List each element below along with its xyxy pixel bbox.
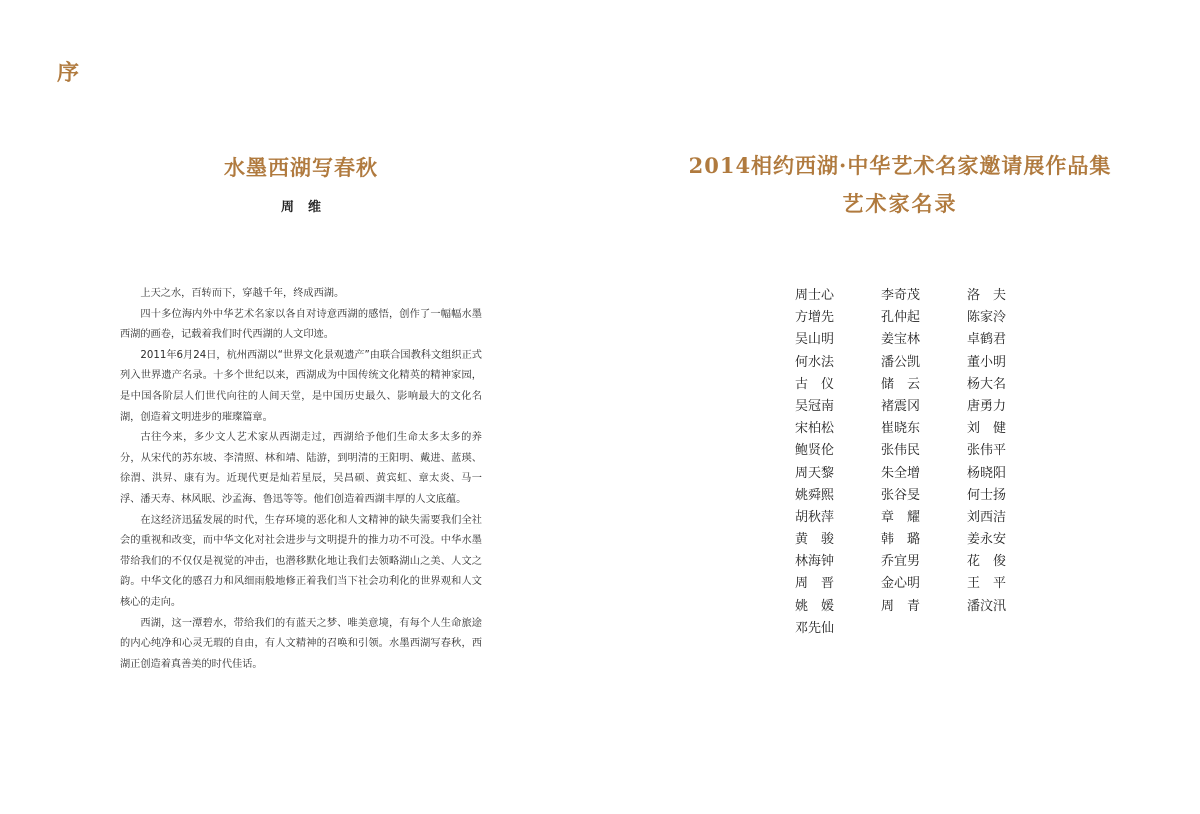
artist-name: 张伟民 [881, 443, 921, 459]
essay-paragraph: 在这经济迅猛发展的时代，生存环境的恶化和人文精神的缺失需要我们全社会的重视和改变，而中华文化对社会进步与文明提升的推力功不可没。中华水墨带给我们的不仅仅是视觉的冲击，也潜移默化地让我们去领略湖山之美、人文之韵。中华文化的感召力和风细雨般地修正着我们当下社会功利化的世界观和人文核心的走向。 [120, 514, 482, 608]
artist-name: 洛 夫 [967, 288, 1007, 303]
essay-paragraph: 上天之水，百转而下，穿越千年，终成西湖。 [140, 288, 345, 299]
essay-paragraph: 西湖，这一潭碧水，带给我们的有蓝天之梦、唯美意境，有每个人生命旅途的内心纯净和心灵无瑕的自由，有人文精神的召唤和引领。水墨西湖写春秋，西湖正创造着真善美的时代佳话。 [120, 617, 482, 670]
artist-name: 孔仲起 [881, 310, 921, 326]
book-title: 2014相约西湖·中华艺术名家邀请展作品集 [688, 153, 1112, 178]
left-page [120, 0, 482, 814]
artist-name: 储 云 [881, 376, 921, 392]
artist-name: 周 晋 [795, 576, 835, 592]
essay-paragraph: 2011年6月24日，杭州西湖以“世界文化景观遗产”由联合国教科文组织正式列入世界遗产名录。十多个世纪以来，西湖成为中国传统文化精英的精神家园，是中国各阶层人们世代向往的人间天堂，是中国历史最久、影响最大的文化名湖，创造着文明进步的璀璨篇章。 [120, 349, 482, 423]
artist-name: 方增先 [795, 310, 835, 326]
artist-name: 卓鹤君 [967, 332, 1007, 348]
artist-name: 乔宜男 [881, 554, 921, 570]
artist-name: 杨晓阳 [967, 465, 1007, 481]
artist-name: 吴山明 [795, 332, 835, 348]
essay-title: 水墨西湖写春秋 [224, 155, 378, 180]
artist-name: 陈家泠 [967, 310, 1007, 326]
artist-name: 姜宝林 [881, 332, 921, 348]
artist-name: 杨大名 [967, 376, 1007, 392]
essay-author: 周维 [280, 200, 335, 215]
artist-name: 崔晓东 [881, 421, 921, 437]
artist-name: 董小明 [967, 354, 1007, 370]
artist-name: 王 平 [967, 576, 1007, 592]
section-mark: 序 [57, 60, 80, 86]
essay-paragraph: 古往今来，多少文人艺术家从西湖走过，西湖给予他们生命太多太多的养分，从宋代的苏东坡、李清照、林和靖、陆游，到明清的王阳明、戴进、蓝瑛、徐渭、洪昇、康有为。近现代更是灿若星辰，吴昌硕、黄宾虹、章太炎、马一浮、潘天寿、林风眠、沙孟海、鲁迅等等。他们创造着西湖丰厚的人文底蕴。 [120, 432, 482, 505]
book-subtitle: 艺术家名录 [842, 191, 958, 216]
artist-name: 宋柏松 [795, 421, 835, 437]
artist-name: 黄 骏 [795, 532, 835, 548]
artist-name: 古 仪 [795, 376, 835, 392]
artist-name: 章 耀 [881, 509, 921, 525]
artist-name: 邓先仙 [795, 620, 835, 636]
artist-name: 褚震冈 [881, 398, 921, 414]
essay-body [120, 284, 482, 675]
artist-name: 花 俊 [967, 554, 1007, 570]
essay-paragraph: 四十多位海内外中华艺术名家以各自对诗意西湖的感悟，创作了一幅幅水墨西湖的画卷，记载着我们时代西湖的人文印迹。 [120, 308, 482, 341]
artist-name-list [795, 285, 1053, 640]
artist-name: 潘汶汛 [967, 598, 1007, 614]
artist-name: 李奇茂 [881, 288, 921, 303]
artist-name: 张伟平 [967, 443, 1007, 459]
artist-name: 林海钟 [795, 554, 835, 570]
artist-name: 张谷旻 [881, 487, 921, 503]
artist-name: 鲍贤伦 [795, 443, 835, 459]
right-page [640, 0, 1160, 814]
artist-name: 金心明 [881, 576, 921, 592]
artist-name: 胡秋萍 [795, 509, 835, 525]
artist-name: 周士心 [795, 288, 835, 303]
artist-name: 周 青 [881, 598, 921, 614]
artist-name: 韩 璐 [881, 532, 921, 548]
artist-name: 刘 健 [967, 421, 1007, 437]
artist-name: 周天黎 [795, 465, 835, 481]
artist-name: 唐勇力 [967, 398, 1007, 414]
artist-name: 姜永安 [967, 532, 1007, 548]
artist-name: 朱全增 [881, 465, 921, 481]
artist-name: 吴冠南 [795, 398, 835, 414]
artist-name: 姚舜熙 [795, 487, 835, 503]
artist-name: 何水法 [795, 354, 835, 370]
artist-name: 何士扬 [967, 487, 1007, 503]
artist-name: 刘西洁 [967, 509, 1007, 525]
artist-name: 潘公凯 [881, 354, 921, 370]
artist-name: 姚 媛 [795, 598, 835, 614]
